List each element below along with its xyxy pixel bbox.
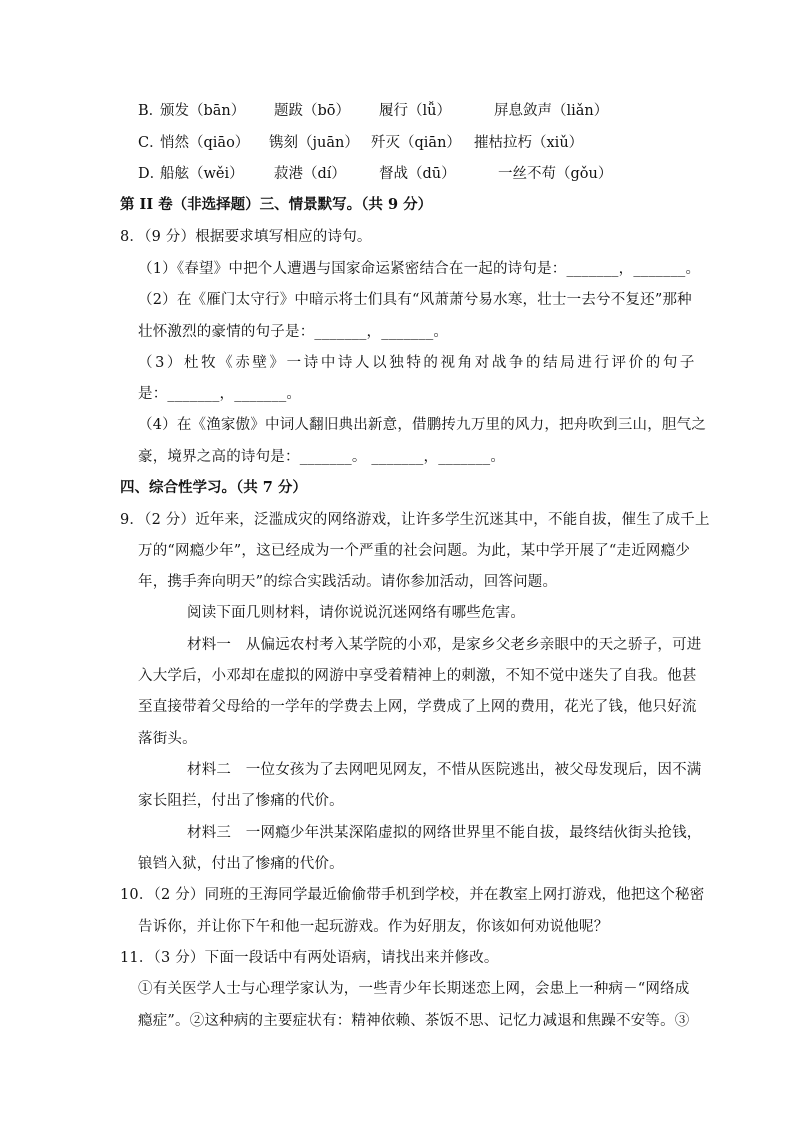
material-text: 材料三 一网瘾少年洪某深陷虚拟的网络世界里不能自拔，最终结伙街头抢钱， (187, 825, 702, 841)
question-part: 豪，境界之高的诗句是：_______。 _______，_______。 (138, 449, 506, 465)
option-letter: C． (138, 135, 164, 151)
option-item: 摧枯拉朽（xiǔ） (474, 135, 584, 151)
question-part: （1）《春望》中把个人遭遇与国家命运紧密结合在一起的诗句是：_______，_______。 (138, 261, 701, 277)
question-text: 11．（3 分）下面一段话中有两处语病，请找出来并修改。 (120, 950, 499, 966)
section-title: 四、综合性学习。（共 7 分） (120, 479, 307, 496)
option-row-d (138, 164, 698, 184)
option-item: 船舷（wěi） (160, 166, 244, 182)
section-title: 第 II 卷（非选择题）三、情景默写。（共 9 分） (120, 196, 433, 213)
question-text: 万的“网瘾少年”，这已经成为一个严重的社会问题。为此，某中学开展了“走近网瘾少 (138, 543, 691, 559)
option-item: 歼灭（qiān） (371, 135, 461, 151)
question-stem: 8．（9 分）根据要求填写相应的诗句。 (120, 229, 372, 245)
question-text: ①有关医学人士与心理学家认为，一些青少年长期迷恋上网，会患上一种病－“网络成 (138, 981, 690, 997)
question-text: 年，携手奔向明天”的综合实践活动。请你参加活动，回答问题。 (138, 574, 558, 590)
option-item: 题跋（bō） (274, 103, 351, 119)
option-item: 督战（dū） (379, 166, 456, 182)
material-text: 锒铛入狱，付出了惨痛的代价。 (138, 856, 344, 872)
option-row-b (138, 101, 698, 121)
question-text: 瘾症”。②这种病的主要症状有：精神依赖、茶饭不思、记忆力减退和焦躁不安等。③ (138, 1013, 690, 1029)
question-part: （4）在《渔家傲》中词人翻旧典出新意，借鹏抟九万里的风力，把舟吹到三山，胆气之 (138, 417, 707, 433)
option-item: 履行（lǚ） (379, 103, 451, 119)
option-letter: D． (138, 166, 165, 182)
option-item: 悄然（qiāo） (160, 135, 250, 151)
option-item: 菽港（dí） (274, 166, 346, 182)
option-item: 屏息敛声（liǎn） (494, 103, 609, 119)
material-text: 落街头。 (138, 731, 197, 747)
question-text: 阅读下面几则材料，请你说说沉迷网络有哪些危害。 (187, 605, 526, 621)
question-part: （3）杜牧《赤壁》一诗中诗人以独特的视角对战争的结局进行评价的句子 (138, 355, 698, 371)
material-text: 材料一 从偏远农村考入某学院的小邓，是家乡父老乡亲眼中的天之骄子，可进 (187, 637, 702, 653)
option-item: 颁发（bān） (160, 103, 246, 119)
question-part: （2）在《雁门太守行》中暗示将士们具有“风萧萧兮易水寒，壮士一去兮不复还”那种 (138, 292, 692, 308)
option-row-c (138, 133, 698, 153)
question-text: 告诉你，并让你下午和他一起玩游戏。作为好朋友，你该如何劝说他呢？ (138, 919, 609, 935)
material-text: 材料二 一位女孩为了去网吧见网友，不惜从医院逃出，被父母发现后，因不满 (187, 762, 702, 778)
material-text: 入大学后，小邓却在虚拟的网游中享受着精神上的刺激，不知不觉中迷失了自我。他甚 (138, 668, 697, 684)
material-text: 至直接带着父母给的一学年的学费去上网，学费成了上网的费用，花光了钱，他只好流 (138, 699, 697, 715)
question-part: 是：_______，_______。 (138, 386, 302, 402)
question-text: 9．（2 分）近年来，泛滥成灾的网络游戏，让许多学生沉迷其中，不能自拔，催生了成千上 (120, 512, 710, 528)
question-part: 壮怀激烈的豪情的句子是：_______，_______。 (138, 324, 449, 340)
material-text: 家长阻拦，付出了惨痛的代价。 (138, 793, 344, 809)
question-text: 10．（2 分）同班的王海同学最近偷偷带手机到学校，并在教室上网打游戏，他把这个秘密 (120, 887, 705, 903)
option-item: 镌刻（juān） (269, 135, 359, 151)
option-item: 一丝不苟（gǒu） (498, 166, 613, 182)
option-letter: B． (138, 103, 164, 119)
